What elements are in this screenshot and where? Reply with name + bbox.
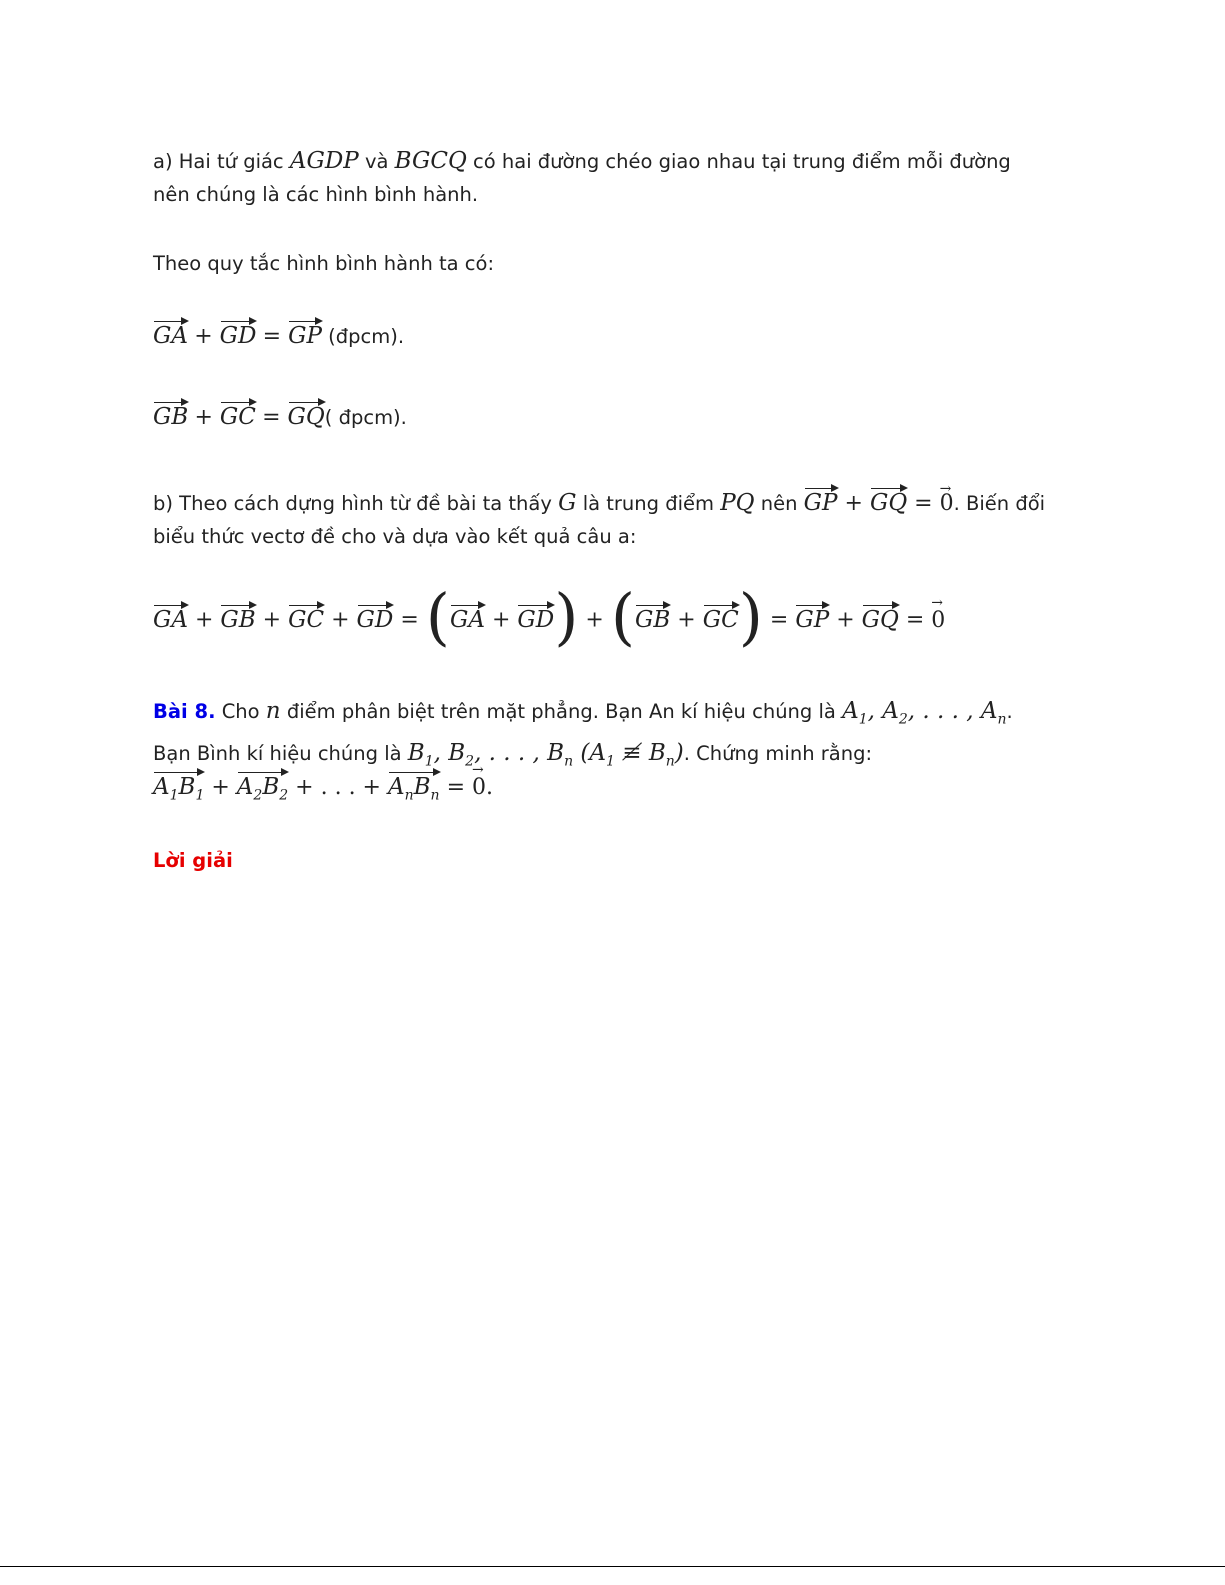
vector-GP: GP <box>288 323 322 349</box>
math-quad-2: BGCQ <box>394 148 467 174</box>
math-quad-1: AGDP <box>289 148 359 174</box>
text: và <box>364 150 389 173</box>
vector-GP: GP <box>803 490 838 516</box>
zero-vector: → 0 <box>940 487 954 520</box>
vector-GC: GC <box>219 404 256 430</box>
text: . Biến đổi biểu thức vectơ đề cho và dựa vào kết quả câu a: <box>153 492 1046 548</box>
math-PQ: PQ <box>720 490 755 516</box>
equation-1: GA + GD = GP (đpcm). <box>153 323 405 349</box>
vector-GQ: GQ <box>869 490 908 516</box>
math-G: G <box>558 490 577 516</box>
math-n: n <box>265 698 281 724</box>
vector-GD: GD <box>219 323 257 349</box>
equation-4: $A_1B_1 + A_2B_2$ + . . . + $A_nB_n$ = → 0. <box>153 776 493 803</box>
note: ( đpcm). <box>324 406 407 429</box>
vector-GA: GA <box>153 323 188 349</box>
text: a) Hai tứ giác <box>153 150 284 173</box>
part-b-paragraph: b) Theo cách dựng hình từ đề bài ta thấy G là trung điểm PQ nên GP + GQ = → 0. Biến đổi biểu thức vectơ đề cho và dựa vào kết quả câu a: <box>153 487 1053 553</box>
text: điểm phân biệt trên mặt phẳng. Bạn An kí hiệu chúng là <box>286 700 836 723</box>
text: . Chứng minh rằng: <box>683 741 873 765</box>
solution-label: Lời giải <box>153 849 233 872</box>
bai8-paragraph: Bài 8. Cho n điểm phân biệt trên mặt phẳng. Bạn An kí hiệu chúng là $A_1$, $A_2$, . . . , $A_n$. Bạn Bình kí hiệu chúng là $B_1$, $B_2$, . . . , $B_n$ ($A_1$ ≢ $B_n$). Chứng minh rằng: <box>153 698 1013 770</box>
exercise-label: Bài 8. <box>153 700 216 723</box>
text: nên <box>760 492 798 515</box>
text: Cho <box>221 700 260 723</box>
vector-GB: GB <box>153 404 189 430</box>
text: . Bạn Bình kí hiệu chúng là <box>153 700 1013 765</box>
note: (đpcm). <box>328 325 405 348</box>
rule-line: Theo quy tắc hình bình hành ta có: <box>153 252 495 275</box>
equation-3: GA + GB + GC + GD = (GA + GD) + (GB + GC) = GP + GQ = → 0 <box>153 590 945 652</box>
page-bottom-rule <box>0 1566 1225 1567</box>
text: b) Theo cách dựng hình từ đề bài ta thấy <box>153 492 552 515</box>
text: có hai đường chéo giao nhau tại trung điểm mỗi đường nên chúng là các hình bình hành. <box>153 150 1011 206</box>
vector-GQ: GQ <box>287 404 325 430</box>
text: là trung điểm <box>582 492 714 515</box>
equation-2: GB + GC = GQ( đpcm). <box>153 404 407 430</box>
part-a-paragraph <box>153 145 1053 211</box>
